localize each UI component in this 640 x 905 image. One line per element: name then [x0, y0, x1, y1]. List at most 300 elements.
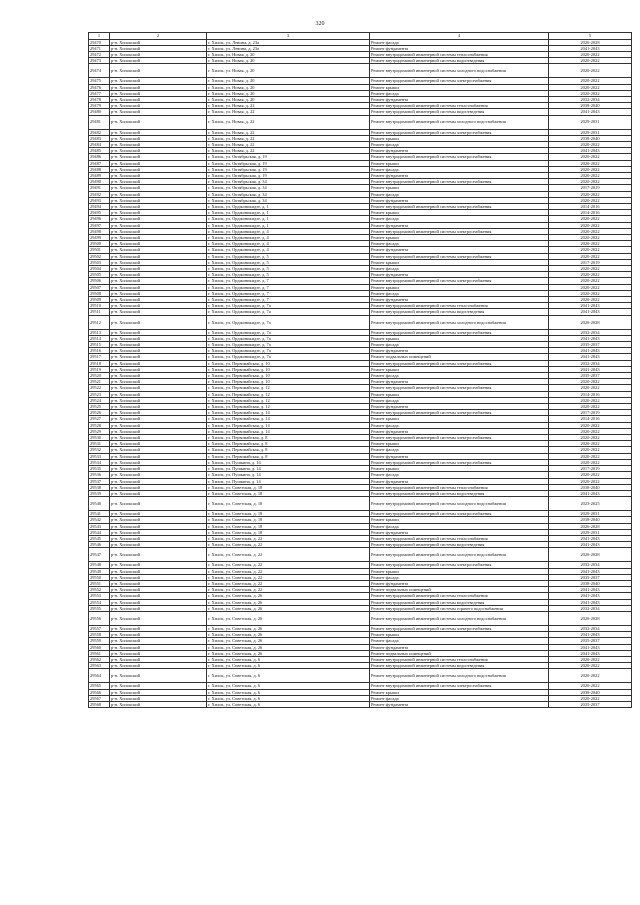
district-cell: р-н. Хилокский — [110, 348, 207, 354]
district-cell: р-н. Хилокский — [110, 354, 207, 360]
district-cell: р-н. Хилокский — [110, 397, 207, 403]
district-cell: р-н. Хилокский — [110, 335, 207, 341]
work-type-cell: Ремонт внутридомовой инженерной системы электроснабжения — [370, 278, 549, 284]
period-cell: 2041-2043 — [549, 45, 632, 51]
table-row — [89, 315, 632, 329]
address-cell: г. Хилок, ул. Первомайская, д. 10 — [207, 360, 370, 366]
address-cell: г. Хилок, ул. Новая, д. 22 — [207, 115, 370, 129]
work-type-cell: Ремонт крыши — [370, 185, 549, 191]
period-cell: 2020-2022 — [549, 78, 632, 84]
district-cell: р-н. Хилокский — [110, 315, 207, 329]
district-cell: р-н. Хилокский — [110, 644, 207, 650]
row-number-cell: 29531 — [89, 441, 110, 447]
work-type-cell: Ремонт подвальных помещений — [370, 587, 549, 593]
work-type-cell: Ремонт фасада — [370, 638, 549, 644]
row-number-cell: 29546 — [89, 542, 110, 548]
period-cell: 2020-2022 — [549, 154, 632, 160]
period-cell: 2014-2016 — [549, 210, 632, 216]
row-number-cell: 29475 — [89, 78, 110, 84]
work-type-cell: Ремонт внутридомовой инженерной системы холодного водоснабжения — [370, 669, 549, 683]
address-cell: г. Хилок, ул. Советская, д. 6 — [207, 695, 370, 701]
work-type-cell: Ремонт внутридомовой инженерной системы теплоснабжения — [370, 303, 549, 309]
district-cell: р-н. Хилокский — [110, 166, 207, 172]
district-cell: р-н. Хилокский — [110, 342, 207, 348]
work-type-cell: Ремонт фундамента — [370, 478, 549, 484]
district-cell: р-н. Хилокский — [110, 548, 207, 562]
address-cell: г. Хилок, ул. Советская, д. 18 — [207, 517, 370, 523]
district-cell: р-н. Хилокский — [110, 51, 207, 57]
address-cell: г. Хилок, ул. Орджоникидзе, д. 5 — [207, 259, 370, 265]
address-cell: г. Хилок, ул. Новая, д. 22 — [207, 135, 370, 141]
row-number-cell: 29567 — [89, 695, 110, 701]
district-cell: р-н. Хилокский — [110, 478, 207, 484]
period-cell: 2017-2019 — [549, 185, 632, 191]
row-number-cell: 29482 — [89, 129, 110, 135]
table-body — [89, 33, 632, 708]
row-number-cell: 29513 — [89, 329, 110, 335]
work-type-cell: Ремонт крыши — [370, 210, 549, 216]
district-cell: р-н. Хилокский — [110, 650, 207, 656]
address-cell: г. Хилок, ул. Первомайская, д. 12 — [207, 385, 370, 391]
work-type-cell: Ремонт фасада — [370, 574, 549, 580]
row-number-cell: 29551 — [89, 580, 110, 586]
work-type-cell: Ремонт крыши — [370, 416, 549, 422]
address-cell: г. Хилок, ул. Новая, д. 20 — [207, 84, 370, 90]
period-cell: 2041-2043 — [549, 303, 632, 309]
address-cell: г. Хилок, ул. Первомайская, д. 14 — [207, 422, 370, 428]
district-cell: р-н. Хилокский — [110, 593, 207, 599]
period-cell: 2032-2034 — [549, 605, 632, 611]
period-cell: 2029-2031 — [549, 511, 632, 517]
district-cell: р-н. Хилокский — [110, 669, 207, 683]
address-cell: г. Хилок, ул. Октябрьская, д. 34 — [207, 179, 370, 185]
period-cell: 2032-2034 — [549, 96, 632, 102]
district-cell: р-н. Хилокский — [110, 379, 207, 385]
period-cell: 2029-2031 — [549, 115, 632, 129]
period-cell: 2020-2022 — [549, 695, 632, 701]
district-cell: р-н. Хилокский — [110, 625, 207, 631]
row-number-cell: 29562 — [89, 656, 110, 662]
row-number-cell: 29477 — [89, 90, 110, 96]
period-cell: 2041-2043 — [549, 542, 632, 548]
address-cell: г. Хилок, ул. Советская, д. 26 — [207, 650, 370, 656]
period-cell: 2029-2031 — [549, 529, 632, 535]
work-type-cell: Ремонт внутридомовой инженерной системы электроснабжения — [370, 459, 549, 465]
row-number-cell: 29507 — [89, 284, 110, 290]
period-cell: 2020-2022 — [549, 272, 632, 278]
table-row — [89, 669, 632, 683]
district-cell: р-н. Хилокский — [110, 234, 207, 240]
work-type-cell: Ремонт фундамента — [370, 297, 549, 303]
address-cell: г. Хилок, ул. Орджоникидзе, д. 1 — [207, 210, 370, 216]
district-cell: р-н. Хилокский — [110, 472, 207, 478]
row-number-cell: 29524 — [89, 397, 110, 403]
address-cell: г. Хилок, ул. Орджоникидзе, д. 7а — [207, 315, 370, 329]
district-cell: р-н. Хилокский — [110, 490, 207, 496]
work-type-cell: Ремонт фундамента — [370, 148, 549, 154]
period-cell: 2041-2043 — [549, 335, 632, 341]
district-cell: р-н. Хилокский — [110, 303, 207, 309]
work-type-cell: Ремонт фундамента — [370, 701, 549, 707]
address-cell: г. Хилок, ул. Первомайская, д. 10 — [207, 366, 370, 372]
address-cell: г. Хилок, ул. Советская, д. 22 — [207, 568, 370, 574]
work-type-cell: Ремонт крыши — [370, 441, 549, 447]
row-number-cell: 29511 — [89, 309, 110, 315]
address-cell: г. Хилок, ул. Новая, д. 20 — [207, 96, 370, 102]
work-type-cell: Ремонт крыши — [370, 466, 549, 472]
row-number-cell: 29559 — [89, 638, 110, 644]
table-row — [89, 611, 632, 625]
address-cell: г. Хилок, ул. Новая, д. 20 — [207, 78, 370, 84]
address-cell: г. Хилок, ул. Октябрьская, д. 34 — [207, 197, 370, 203]
address-cell: г. Хилок, ул. Орджоникидзе, д. 7а — [207, 303, 370, 309]
work-type-cell: Ремонт фасада — [370, 472, 549, 478]
district-cell: р-н. Хилокский — [110, 135, 207, 141]
row-number-cell: 29476 — [89, 84, 110, 90]
work-type-cell: Ремонт крыши — [370, 234, 549, 240]
work-type-cell: Ремонт внутридомовой инженерной системы электроснабжения — [370, 78, 549, 84]
work-type-cell: Ремонт внутридомовой инженерной системы электроснабжения — [370, 435, 549, 441]
row-number-cell: 29515 — [89, 342, 110, 348]
period-cell: 2020-2022 — [549, 478, 632, 484]
column-number: 3 — [207, 33, 370, 40]
address-cell: г. Хилок, ул. Новая, д. 22 — [207, 109, 370, 115]
address-cell: г. Хилок, ул. Советская, д. 18 — [207, 490, 370, 496]
period-cell: 2020-2022 — [549, 166, 632, 172]
district-cell: р-н. Хилокский — [110, 385, 207, 391]
period-cell: 2041-2043 — [549, 348, 632, 354]
row-number-cell: 29554 — [89, 599, 110, 605]
period-cell: 2017-2019 — [549, 466, 632, 472]
work-type-cell: Ремонт внутридомовой инженерной системы холодного водоснабжения — [370, 497, 549, 511]
period-cell: 2038-2040 — [549, 484, 632, 490]
address-cell: г. Хилок, ул. Первомайская, д. 10 — [207, 379, 370, 385]
district-cell: р-н. Хилокский — [110, 309, 207, 315]
work-type-cell: Ремонт крыши — [370, 84, 549, 90]
address-cell: г. Хилок, ул. Первомайская, д. 12 — [207, 397, 370, 403]
repair-schedule-table — [88, 32, 632, 708]
row-number-cell: 29537 — [89, 478, 110, 484]
address-cell: г. Хилок, ул. Новая, д. 22 — [207, 129, 370, 135]
address-cell: г. Хилок, ул. Орджоникидзе, д. 4 — [207, 234, 370, 240]
address-cell: г. Хилок, ул. Орджоникидзе, д. 4 — [207, 228, 370, 234]
column-number: 5 — [549, 33, 632, 40]
district-cell: р-н. Хилокский — [110, 542, 207, 548]
row-number-cell: 29486 — [89, 154, 110, 160]
period-cell: 2041-2043 — [549, 599, 632, 605]
address-cell: г. Хилок, ул. Орджоникидзе, д. 7 — [207, 278, 370, 284]
district-cell: р-н. Хилокский — [110, 78, 207, 84]
work-type-cell: Ремонт внутридомовой инженерной системы холодного водоснабжения — [370, 115, 549, 129]
work-type-cell: Ремонт крыши — [370, 335, 549, 341]
period-cell: 2041-2043 — [549, 535, 632, 541]
address-cell: г. Хилок, ул. Советская, д. 18 — [207, 484, 370, 490]
period-cell: 2020-2022 — [549, 447, 632, 453]
work-type-cell: Ремонт внутридомовой инженерной системы холодного водоснабжения — [370, 548, 549, 562]
period-cell: 2014-2016 — [549, 391, 632, 397]
address-cell: г. Хилок, ул. Орджоникидзе, д. 7 — [207, 290, 370, 296]
work-type-cell: Ремонт внутридомовой инженерной системы электроснабжения — [370, 562, 549, 568]
work-type-cell: Ремонт крыши — [370, 284, 549, 290]
table-row — [89, 701, 632, 707]
row-number-cell: 29490 — [89, 179, 110, 185]
row-number-cell: 29518 — [89, 360, 110, 366]
district-cell: р-н. Хилокский — [110, 115, 207, 129]
district-cell: р-н. Хилокский — [110, 453, 207, 459]
period-cell: 2035-2037 — [549, 574, 632, 580]
district-cell: р-н. Хилокский — [110, 278, 207, 284]
address-cell: г. Хилок, ул. Советская, д. 18 — [207, 511, 370, 517]
period-cell: 2020-2022 — [549, 141, 632, 147]
district-cell: р-н. Хилокский — [110, 580, 207, 586]
row-number-cell: 29536 — [89, 472, 110, 478]
period-cell: 2020-2022 — [549, 278, 632, 284]
work-type-cell: Ремонт внутридомовой инженерной системы водоотведения — [370, 663, 549, 669]
period-cell: 2020-2022 — [549, 422, 632, 428]
district-cell: р-н. Хилокский — [110, 64, 207, 78]
district-cell: р-н. Хилокский — [110, 599, 207, 605]
district-cell: р-н. Хилокский — [110, 222, 207, 228]
district-cell: р-н. Хилокский — [110, 228, 207, 234]
row-number-cell: 29561 — [89, 650, 110, 656]
row-number-cell: 29510 — [89, 303, 110, 309]
row-number-cell: 29492 — [89, 191, 110, 197]
row-number-cell: 29519 — [89, 366, 110, 372]
period-cell: 2020-2022 — [549, 428, 632, 434]
work-type-cell: Ремонт внутридомовой инженерной системы водоотведения — [370, 599, 549, 605]
row-number-cell: 29485 — [89, 148, 110, 154]
period-cell: 2041-2043 — [549, 593, 632, 599]
district-cell: р-н. Хилокский — [110, 58, 207, 64]
period-cell: 2035-2037 — [549, 638, 632, 644]
address-cell: г. Хилок, ул. Новая, д. 22 — [207, 141, 370, 147]
district-cell: р-н. Хилокский — [110, 203, 207, 209]
district-cell: р-н. Хилокский — [110, 689, 207, 695]
row-number-cell: 29528 — [89, 422, 110, 428]
row-number-cell: 29553 — [89, 593, 110, 599]
row-number-cell: 29491 — [89, 185, 110, 191]
period-cell: 2020-2022 — [549, 253, 632, 259]
address-cell: г. Хилок, ул. Орджоникидзе, д. 7а — [207, 354, 370, 360]
work-type-cell: Ремонт крыши — [370, 689, 549, 695]
table-row — [89, 497, 632, 511]
district-cell: р-н. Хилокский — [110, 45, 207, 51]
work-type-cell: Ремонт внутридомовой инженерной системы электроснабжения — [370, 410, 549, 416]
period-cell: 2041-2043 — [549, 309, 632, 315]
district-cell: р-н. Хилокский — [110, 329, 207, 335]
work-type-cell: Ремонт внутридомовой инженерной системы электроснабжения — [370, 203, 549, 209]
work-type-cell: Ремонт фасада — [370, 342, 549, 348]
district-cell: р-н. Хилокский — [110, 160, 207, 166]
period-cell: 2020-2022 — [549, 385, 632, 391]
period-cell: 2041-2043 — [549, 109, 632, 115]
row-number-cell: 29530 — [89, 435, 110, 441]
work-type-cell: Ремонт внутридомовой инженерной системы холодного водоснабжения — [370, 315, 549, 329]
work-type-cell: Ремонт фундамента — [370, 580, 549, 586]
district-cell: р-н. Хилокский — [110, 511, 207, 517]
address-cell: г. Хилок, ул. Советская, д. 22 — [207, 574, 370, 580]
district-cell: р-н. Хилокский — [110, 96, 207, 102]
district-cell: р-н. Хилокский — [110, 605, 207, 611]
period-cell: 2041-2043 — [549, 366, 632, 372]
address-cell: г. Хилок, ул. Первомайская, д. 14 — [207, 410, 370, 416]
row-number-cell: 29481 — [89, 115, 110, 129]
work-type-cell: Ремонт крыши — [370, 366, 549, 372]
period-cell: 2041-2043 — [549, 148, 632, 154]
row-number-cell: 29525 — [89, 404, 110, 410]
page-number: 320 — [315, 21, 325, 27]
work-type-cell: Ремонт фундамента — [370, 247, 549, 253]
period-cell: 2020-2022 — [549, 228, 632, 234]
period-cell: 2014-2016 — [549, 203, 632, 209]
row-number-cell: 29555 — [89, 605, 110, 611]
row-number-cell: 29509 — [89, 297, 110, 303]
row-number-cell: 29552 — [89, 587, 110, 593]
work-type-cell: Ремонт фундамента — [370, 272, 549, 278]
district-cell: р-н. Хилокский — [110, 656, 207, 662]
district-cell: р-н. Хилокский — [110, 484, 207, 490]
period-cell: 2035-2037 — [549, 373, 632, 379]
period-cell: 2035-2037 — [549, 701, 632, 707]
period-cell: 2020-2022 — [549, 58, 632, 64]
district-cell: р-н. Хилокский — [110, 129, 207, 135]
address-cell: г. Хилок, ул. Советская, д. 22 — [207, 580, 370, 586]
address-cell: г. Хилок, ул. Советская, д. 18 — [207, 497, 370, 511]
row-number-cell: 29556 — [89, 611, 110, 625]
work-type-cell: Ремонт внутридомовой инженерной системы водоотведения — [370, 58, 549, 64]
address-cell: г. Хилок, ул. Орджоникидзе, д. 1 — [207, 222, 370, 228]
row-number-cell: 29538 — [89, 484, 110, 490]
address-cell: г. Хилок, ул. Пушкина, д. 14 — [207, 466, 370, 472]
row-number-cell: 29545 — [89, 535, 110, 541]
row-number-cell: 29495 — [89, 210, 110, 216]
period-cell: 2041-2043 — [549, 644, 632, 650]
work-type-cell: Ремонт внутридомовой инженерной системы горячего водоснабжения — [370, 605, 549, 611]
period-cell: 2020-2022 — [549, 179, 632, 185]
address-cell: г. Хилок, ул. Советская, д. 26 — [207, 632, 370, 638]
district-cell: р-н. Хилокский — [110, 284, 207, 290]
address-cell: г. Хилок, ул. Октябрьская, д. 19 — [207, 166, 370, 172]
work-type-cell: Ремонт внутридомовой инженерной системы водоотведения — [370, 309, 549, 315]
period-cell: 2017-2019 — [549, 259, 632, 265]
district-cell: р-н. Хилокский — [110, 497, 207, 511]
row-number-cell: 29473 — [89, 58, 110, 64]
work-type-cell: Ремонт подвальных помещений — [370, 650, 549, 656]
row-number-cell: 29479 — [89, 103, 110, 109]
district-cell: р-н. Хилокский — [110, 535, 207, 541]
period-cell: 2020-2022 — [549, 266, 632, 272]
row-number-cell: 29480 — [89, 109, 110, 115]
address-cell: г. Хилок, ул. Орджоникидзе, д. 7а — [207, 309, 370, 315]
row-number-cell: 29470 — [89, 39, 110, 45]
row-number-cell: 29532 — [89, 447, 110, 453]
row-number-cell: 29503 — [89, 259, 110, 265]
district-cell: р-н. Хилокский — [110, 441, 207, 447]
address-cell: г. Хилок, ул. Советская, д. 22 — [207, 535, 370, 541]
work-type-cell: Ремонт фасада — [370, 373, 549, 379]
address-cell: г. Хилок, ул. Пушкина, д. 14 — [207, 459, 370, 465]
work-type-cell: Ремонт фундамента — [370, 45, 549, 51]
period-cell: 2020-2022 — [549, 441, 632, 447]
table-row — [89, 64, 632, 78]
period-cell: 2020-2022 — [549, 683, 632, 689]
district-cell: р-н. Хилокский — [110, 447, 207, 453]
period-cell: 2020-2022 — [549, 222, 632, 228]
work-type-cell: Ремонт фундамента — [370, 197, 549, 203]
district-cell: р-н. Хилокский — [110, 179, 207, 185]
address-cell: г. Хилок, ул. Советская, д. 26 — [207, 625, 370, 631]
row-number-cell: 29534 — [89, 459, 110, 465]
period-cell: 2020-2022 — [549, 404, 632, 410]
work-type-cell: Ремонт фасада — [370, 523, 549, 529]
work-type-cell: Ремонт внутридомовой инженерной системы теплоснабжения — [370, 103, 549, 109]
period-cell: 2020-2022 — [549, 247, 632, 253]
row-number-cell: 29568 — [89, 701, 110, 707]
period-cell: 2020-2022 — [549, 379, 632, 385]
address-cell: г. Хилок, ул. Советская, д. 6 — [207, 663, 370, 669]
address-cell: г. Хилок, ул. Орджоникидзе, д. 5 — [207, 266, 370, 272]
row-number-cell: 29497 — [89, 222, 110, 228]
district-cell: р-н. Хилокский — [110, 191, 207, 197]
work-type-cell: Ремонт внутридомовой инженерной системы теплоснабжения — [370, 51, 549, 57]
address-cell: г. Хилок, ул. Октябрьская, д. 34 — [207, 185, 370, 191]
district-cell: р-н. Хилокский — [110, 587, 207, 593]
work-type-cell: Ремонт фасада — [370, 166, 549, 172]
period-cell: 2041-2043 — [549, 632, 632, 638]
district-cell: р-н. Хилокский — [110, 103, 207, 109]
row-number-cell: 29527 — [89, 416, 110, 422]
address-cell: г. Хилок, ул. Новая, д. 20 — [207, 90, 370, 96]
work-type-cell: Ремонт фасада — [370, 290, 549, 296]
address-cell: г. Хилок, ул. Орджоникидзе, д. 5 — [207, 253, 370, 259]
period-cell: 2020-2022 — [549, 297, 632, 303]
period-cell: 2041-2043 — [549, 568, 632, 574]
period-cell: 2020-2022 — [549, 172, 632, 178]
district-cell: р-н. Хилокский — [110, 410, 207, 416]
row-number-cell: 29564 — [89, 669, 110, 683]
district-cell: р-н. Хилокский — [110, 416, 207, 422]
period-cell: 2020-2022 — [549, 90, 632, 96]
row-number-cell: 29520 — [89, 373, 110, 379]
row-number-cell: 29558 — [89, 632, 110, 638]
period-cell: 2020-2022 — [549, 290, 632, 296]
address-cell: г. Хилок, ул. Советская, д. 26 — [207, 611, 370, 625]
period-cell: 2026-2028 — [549, 548, 632, 562]
district-cell: р-н. Хилокский — [110, 216, 207, 222]
work-type-cell: Ремонт внутридомовой инженерной системы электроснабжения — [370, 625, 549, 631]
period-cell: 2032-2034 — [549, 625, 632, 631]
work-type-cell: Ремонт внутридомовой инженерной системы теплоснабжения — [370, 593, 549, 599]
district-cell: р-н. Хилокский — [110, 259, 207, 265]
address-cell: г. Хилок, ул. Советская, д. 6 — [207, 656, 370, 662]
work-type-cell: Ремонт фасада — [370, 141, 549, 147]
district-cell: р-н. Хилокский — [110, 611, 207, 625]
row-number-cell: 29548 — [89, 562, 110, 568]
work-type-cell: Ремонт фундамента — [370, 348, 549, 354]
district-cell: р-н. Хилокский — [110, 574, 207, 580]
address-cell: г. Хилок, ул. Советская, д. 26 — [207, 605, 370, 611]
work-type-cell: Ремонт фундамента — [370, 172, 549, 178]
row-number-cell: 29526 — [89, 410, 110, 416]
row-number-cell: 29483 — [89, 135, 110, 141]
district-cell: р-н. Хилокский — [110, 404, 207, 410]
period-cell: 2020-2022 — [549, 234, 632, 240]
period-cell: 2020-2022 — [549, 160, 632, 166]
district-cell: р-н. Хилокский — [110, 428, 207, 434]
address-cell: г. Хилок, ул. Советская, д. 6 — [207, 683, 370, 689]
district-cell: р-н. Хилокский — [110, 210, 207, 216]
period-cell: 2041-2043 — [549, 490, 632, 496]
